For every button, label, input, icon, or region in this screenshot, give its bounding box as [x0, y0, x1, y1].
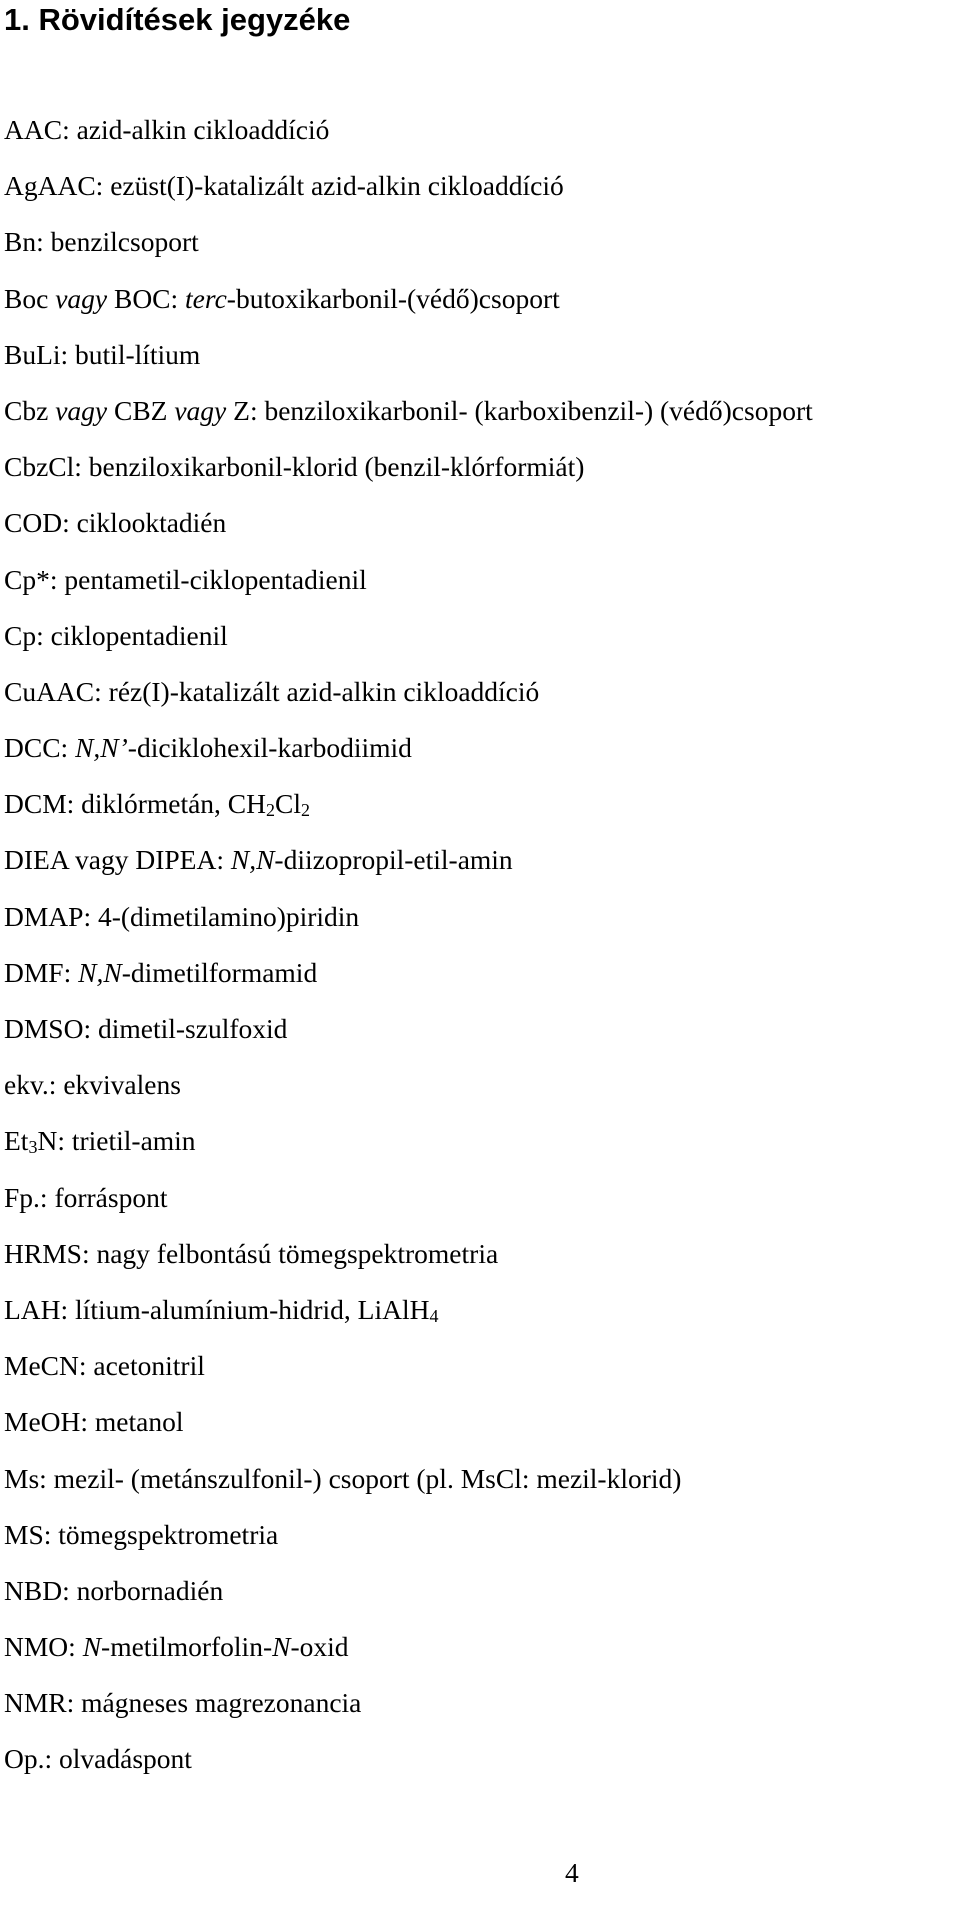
abbreviation-term: ekv. [4, 1069, 49, 1101]
abbreviation-definition: ezüst(I)-katalizált azid-alkin cikloaddíció [110, 170, 564, 202]
list-item: AgAAC: ezüst(I)-katalizált azid-alkin cikloaddíció [4, 170, 564, 202]
abbreviation-term: Ms [4, 1462, 40, 1494]
abbreviation-definition: pentametil-ciklopentadienil [64, 563, 367, 595]
definition-italic: N,N [230, 844, 275, 876]
abbreviation-definition-end: -oxid [290, 1631, 349, 1663]
list-item: Cp: ciklopentadienil [4, 619, 228, 651]
abbreviation-term: MeCN [4, 1350, 79, 1382]
list-item: Cp*: pentametil-ciklopentadienil [4, 563, 367, 595]
subscript: 2 [301, 800, 310, 821]
list-item: MeCN: acetonitril [4, 1350, 205, 1382]
abbreviation-definition: -diciklohexil-karbodiimid [127, 732, 412, 764]
abbreviation-term: LAH [4, 1293, 61, 1325]
list-item: HRMS: nagy felbontású tömegspektrometria [4, 1237, 499, 1269]
list-item: DMSO: dimetil-szulfoxid [4, 1013, 288, 1044]
abbreviation-term: Et [4, 1125, 29, 1157]
list-item: Bn: benzilcsoport [4, 226, 199, 258]
abbreviation-term-alt: CBZ [113, 394, 168, 426]
abbreviation-term: CuAAC [4, 675, 95, 707]
list-item: NMR: mágneses magrezonancia [4, 1687, 362, 1719]
abbreviation-definition: 4-(dimetilamino)piridin [97, 900, 360, 932]
abbreviation-definition: trietil-amin [71, 1125, 196, 1157]
abbreviation-term: DCM [4, 788, 67, 820]
abbreviation-term-end: N [37, 1125, 58, 1157]
abbreviation-term-alt: BOC [113, 282, 171, 314]
list-item: COD: ciklooktadién [4, 507, 227, 539]
abbreviation-definition: ekvivalens [63, 1069, 181, 1101]
definition-italic: terc [185, 282, 227, 314]
abbreviation-term: MeOH [4, 1406, 81, 1438]
abbreviation-term: Op. [4, 1743, 45, 1775]
abbreviation-term: AAC [4, 114, 63, 145]
abbreviation-term: COD [4, 507, 63, 539]
abbreviation-definition: butil-lítium [75, 338, 201, 370]
abbreviation-term: Boc [4, 282, 49, 314]
definition-italic: N,N’ [75, 732, 128, 764]
list-item: $Et_3N$: trietil-amin [4, 1125, 196, 1158]
abbreviation-definition: tömegspektrometria [58, 1518, 279, 1550]
abbreviation-definition: diklórmetán, CH [81, 788, 267, 820]
abbreviation-term: DCC [4, 732, 61, 764]
abbreviation-definition: -butoxikarbonil-(védő)csoport [226, 282, 560, 314]
abbreviation-list [4, 113, 813, 1799]
abbreviation-definition: benzilcsoport [50, 226, 199, 258]
abbreviation-definition: norbornadién [76, 1574, 224, 1606]
definition-italic: N [272, 1631, 291, 1663]
abbreviation-definition: -dimetilformamid [121, 956, 318, 988]
list-item: DIEA vagy DIPEA: N,N-diizopropil-etil-amin [4, 844, 513, 876]
list-item: DCC: N,N’-diciklohexil-karbodiimid [4, 732, 412, 764]
list-item: DMAP: 4-(dimetilamino)piridin [4, 900, 360, 932]
subscript: 4 [429, 1305, 439, 1326]
abbreviation-definition: benziloxikarbonil- (karboxibenzil-) (védő)csoport [264, 394, 813, 426]
abbreviation-term: Bn [4, 226, 37, 258]
list-item: Boc vagy BOC: terc-butoxikarbonil-(védő)csoport [4, 282, 560, 314]
subscript: 2 [266, 800, 276, 821]
abbreviation-term: DMF [4, 956, 64, 988]
list-item: CbzCl: benziloxikarbonil-klorid (benzil-klórformiát) [4, 451, 585, 483]
abbreviation-definition: mezil- (metánszulfonil-) csoport (pl. MsCl: mezil-klorid) [53, 1462, 682, 1494]
abbreviation-definition: ciklooktadién [76, 507, 227, 539]
section-title: 1. Rövidítések jegyzéke [4, 2, 351, 37]
abbreviation-term: NBD [4, 1574, 63, 1606]
abbreviation-definition: acetonitril [93, 1350, 205, 1382]
list-item: ekv.: ekvivalens [4, 1069, 181, 1101]
list-item: Cbz vagy CBZ vagy Z: benziloxikarbonil- (karboxibenzil-) (védő)csoport [4, 394, 813, 426]
list-item: NBD: norbornadién [4, 1574, 224, 1606]
abbreviation-term: DIEA vagy DIPEA [4, 844, 217, 876]
abbreviation-term: HRMS [4, 1237, 82, 1269]
list-item: DCM: diklórmetán, $CH_2Cl_2$ [4, 788, 310, 821]
term-connector: vagy [55, 282, 108, 314]
list-item: Fp.: forráspont [4, 1181, 168, 1213]
page-number: 4 [565, 1857, 579, 1888]
list-item: CuAAC: réz(I)-katalizált azid-alkin cikloaddíció [4, 675, 540, 707]
abbreviation-term: Cbz [4, 394, 49, 426]
abbreviation-term: BuLi [4, 338, 61, 370]
list-item: AAC: azid-alkin cikloaddíció [4, 114, 330, 145]
abbreviation-definition: benziloxikarbonil-klorid (benzil-klórformiát) [88, 451, 585, 483]
abbreviation-definition: lítium-alumínium-hidrid, LiAlH [75, 1293, 430, 1325]
abbreviation-definition: metanol [94, 1406, 184, 1438]
abbreviation-definition: olvadáspont [59, 1743, 192, 1775]
abbreviation-definition: -metilmorfolin- [101, 1631, 273, 1663]
formula-part: Cl [275, 788, 301, 820]
abbreviation-term: Cp* [4, 563, 50, 595]
list-item: BuLi: butil-lítium [4, 338, 201, 370]
list-item: DMF: N,N-dimetilformamid [4, 956, 318, 988]
list-item: Ms: mezil- (metánszulfonil-) csoport (pl. MsCl: mezil-klorid) [4, 1462, 682, 1494]
abbreviation-term: Cp [4, 619, 37, 651]
abbreviation-term: NMR [4, 1687, 67, 1719]
abbreviation-term: CbzCl [4, 451, 75, 483]
list-item: Op.: olvadáspont [4, 1743, 192, 1775]
abbreviation-definition: dimetil-szulfoxid [97, 1013, 288, 1044]
abbreviation-term-alt: Z [233, 394, 250, 426]
abbreviation-term: AgAAC [4, 170, 96, 202]
abbreviation-term: DMSO [4, 1013, 84, 1044]
abbreviation-definition: réz(I)-katalizált azid-alkin cikloaddíció [108, 675, 540, 707]
abbreviation-definition: mágneses magrezonancia [81, 1687, 362, 1719]
term-connector: vagy [174, 394, 227, 426]
subscript: 3 [28, 1137, 38, 1158]
definition-italic: N,N [78, 956, 122, 988]
list-item: LAH: lítium-alumínium-hidrid, LiAlH$_4$ [4, 1293, 439, 1326]
list-item: NMO: N-metilmorfolin-N-oxid [4, 1631, 349, 1663]
abbreviation-term: Fp. [4, 1181, 40, 1213]
definition-italic: N [82, 1631, 102, 1663]
abbreviation-term: MS [4, 1518, 44, 1550]
abbreviation-definition: azid-alkin cikloaddíció [76, 114, 330, 145]
abbreviation-term: DMAP [4, 900, 84, 932]
list-item: MS: tömegspektrometria [4, 1518, 279, 1550]
abbreviation-definition: ciklopentadienil [50, 619, 228, 651]
abbreviation-term: NMO [4, 1631, 69, 1663]
abbreviation-definition: forráspont [54, 1181, 168, 1213]
abbreviation-definition: -diizopropil-etil-amin [274, 844, 513, 876]
list-item: MeOH: metanol [4, 1406, 184, 1438]
term-connector: vagy [55, 394, 108, 426]
abbreviation-definition: nagy felbontású tömegspektrometria [96, 1237, 499, 1269]
